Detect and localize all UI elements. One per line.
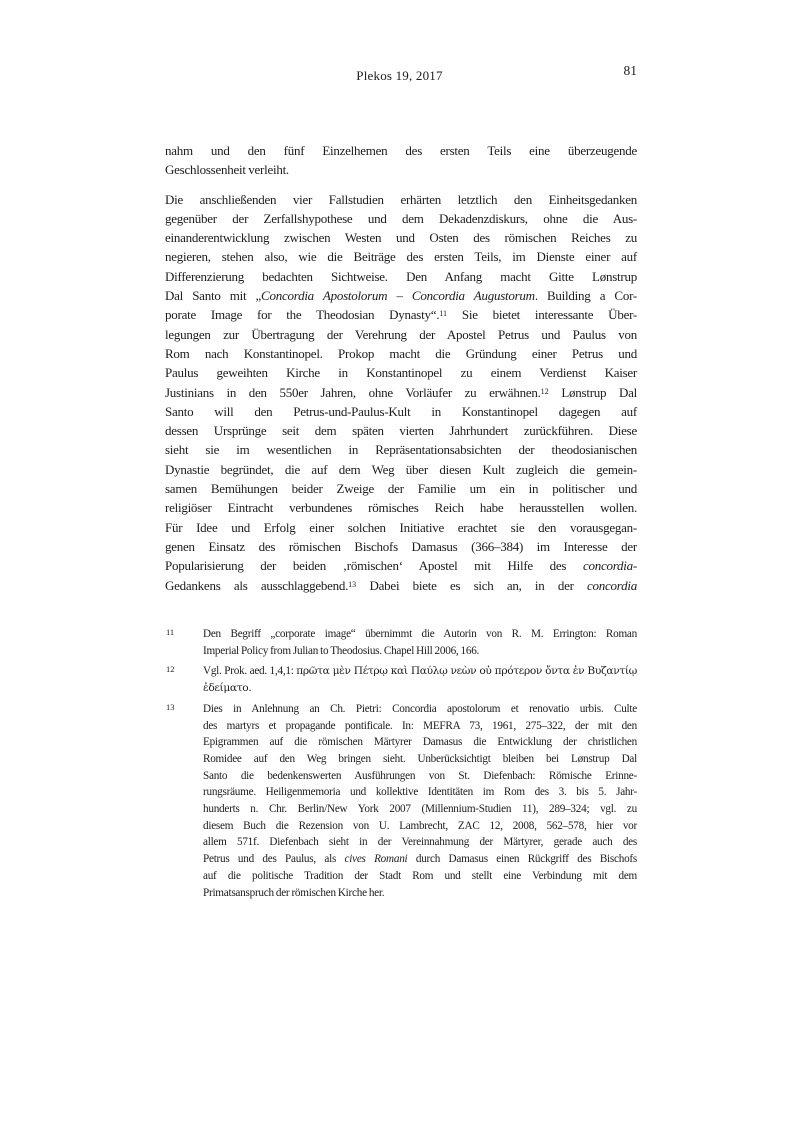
text-line — [203, 663, 637, 680]
text-segment: Justinians in den 550er Jahren, ohne Vorläufer zu erwähnen. — [165, 384, 541, 400]
text-segment: Epigrammen auf die römischen Märtyrer Damasus die Entwicklung der christlichen — [203, 736, 637, 749]
text-line — [165, 402, 637, 421]
text-segment: dessen Ursprünge seit dem späten vierten Jahrhundert zurückführen. Diese — [165, 423, 637, 439]
text-segment: nahm und den fünf Einzelhemen des ersten Teils eine überzeugende — [165, 143, 637, 158]
text-segment: des martyrs et propagande pontificale. In: MEFRA 73, 1961, 275–322, der mit den — [203, 719, 637, 732]
text-line — [203, 834, 637, 851]
text-line — [165, 421, 637, 440]
text-line — [203, 718, 637, 735]
text-segment: allem 571f. Diefenbach sieht in der Vereinnahmung der Märtyrer, gerade auch des — [203, 836, 637, 849]
text-line — [203, 643, 637, 660]
footnote-text — [203, 626, 637, 659]
text-segment: Für Idee und Erfolg einer solchen Initiative erachtet sie den vorausgegan- — [165, 519, 637, 535]
text-segment: Romidee auf den Weg bringen sieht. Unberücksichtigt bleiben bei Lønstrup Dal — [203, 752, 637, 765]
text-segment: sieht sie im wesentlichen in Repräsentationsabsichten der theodosianischen — [165, 442, 637, 458]
text-line — [165, 498, 637, 517]
text-segment: Concordia Apostolorum – Concordia Augustorum — [261, 288, 535, 304]
text-segment: Geschlossenheit verleiht. — [165, 162, 289, 178]
footnote-number: 11 — [166, 627, 175, 637]
text-line — [203, 768, 637, 785]
text-segment: religiöser Eintracht verbundenes römisches Reich habe herausstellen wollen. — [165, 500, 637, 516]
text-segment: Santo will den Petrus-und-Paulus-Kult in Konstantinopel dagegen auf — [165, 403, 637, 419]
text-segment: concordia- — [582, 558, 637, 574]
text-segment: genen Einsatz des römischen Bischofs Damasus (366–384) im Interesse der — [165, 538, 637, 554]
text-line — [165, 141, 637, 160]
text-line — [165, 286, 637, 305]
text-line — [203, 701, 637, 718]
text-segment: Paulus geweihten Kirche in Konstantinopel zu einem Verdienst Kaiser — [165, 365, 637, 381]
text-line — [203, 801, 637, 818]
text-segment: Petrus und des Paulus, als — [203, 853, 345, 866]
text-segment: Den Begriff „corporate image“ übernimmt die Autorin von R. M. Errington: Roman — [203, 628, 637, 640]
text-segment: Imperial Policy from Julian to Theodosius. Chapel Hill 2006, 166. — [203, 644, 480, 657]
paragraph — [165, 141, 637, 180]
text-segment: legungen zur Übertragung der Verehrung der Apostel Petrus und Paulus von — [165, 326, 637, 342]
text-line — [165, 556, 637, 575]
text-line — [165, 576, 637, 595]
text-segment: Sie bietet interessante Über- — [447, 307, 637, 323]
footnote-number: 13 — [166, 701, 175, 712]
text-segment: Dabei biete es sich an, in der — [356, 577, 588, 593]
text-line — [203, 680, 637, 697]
text-line — [165, 325, 637, 344]
text-segment: durch Damasus einen Rückgriff des Bischofs — [407, 853, 637, 866]
text-segment: Differenzierung bedachten Sichtweise. Den Anfang macht Gitte Lønstrup — [165, 268, 637, 284]
text-segment: cives Romani — [344, 853, 408, 866]
text-line — [165, 160, 637, 179]
text-line — [203, 784, 637, 801]
text-segment: Primatsanspruch der römischen Kirche her. — [203, 886, 385, 899]
running-head: Plekos 19, 2017 — [356, 68, 443, 83]
text-line — [165, 344, 637, 363]
text-segment: Lønstrup Dal — [548, 384, 637, 400]
text-segment: Popularisierung der beiden ‚römischen‘ Apostel mit Hilfe des — [165, 558, 583, 574]
text-segment: Santo die bedenkenswerten Ausführungen von St. Diefenbach: Römische Erinne- — [203, 769, 637, 782]
text-line — [165, 363, 637, 382]
text-line — [203, 851, 637, 868]
text-line — [165, 460, 637, 479]
footnote-number: 12 — [166, 664, 175, 675]
text-line — [165, 305, 637, 324]
text-segment: Gedankens als ausschlaggebend. — [165, 577, 349, 593]
text-line — [165, 479, 637, 498]
text-segment: ἐδείματο. — [203, 681, 252, 695]
paragraph — [165, 190, 637, 595]
text-line — [165, 267, 637, 286]
footnote-ref: 12 — [540, 386, 549, 396]
text-segment: Rom nach Konstantinopel. Prokop macht die Gründung einer Petrus und — [165, 345, 637, 361]
footnotes — [165, 626, 637, 905]
body-text — [165, 141, 637, 605]
footnote-ref: 13 — [348, 579, 357, 589]
text-line — [165, 537, 637, 556]
text-segment: auf die politische Tradition der Stadt Rom und stellt eine Verbindung mit dem — [203, 869, 637, 882]
text-segment: diesem Buch die Rezension von U. Lambrecht, ZAC 12, 2008, 562–578, hier vor — [203, 819, 637, 832]
text-line — [203, 734, 637, 751]
text-segment: einanderentwicklung zwischen Westen und Osten des römischen Reiches zu — [165, 230, 637, 246]
text-line — [165, 440, 637, 459]
text-segment: . Building a Cor- — [534, 288, 637, 304]
text-line — [203, 751, 637, 768]
footnote — [165, 701, 637, 901]
text-segment: πρῶτα μὲν Πέτρῳ καὶ Παύλῳ νεὼν οὐ πρότερον ὄντα ἐν Βυζαντίῳ — [296, 664, 637, 678]
text-segment: Vgl. Prok. aed. 1,4,1: — [203, 665, 297, 678]
text-segment: negieren, stehen also, wie die Beiträge des ersten Teils, im Dienste einer auf — [165, 249, 637, 265]
footnote — [165, 663, 637, 696]
text-segment: hunderts n. Chr. Berlin/New York 2007 (Millennium-Studien 11), 289–324; vgl. zu — [203, 803, 637, 816]
text-line — [203, 868, 637, 885]
text-segment: samen Bemühungen beider Zweige der Familie um ein in politischer und — [165, 481, 637, 497]
text-line — [165, 209, 637, 228]
text-line — [165, 247, 637, 266]
text-segment: concordia — [587, 577, 637, 593]
text-line — [203, 818, 637, 835]
footnote — [165, 626, 637, 659]
page-number: 81 — [623, 63, 637, 78]
text-line — [203, 626, 637, 643]
text-segment: Dal Santo mit „ — [165, 288, 262, 304]
text-segment: gegenüber der Zerfallshypothese und dem Dekadenzdiskurs, ohne die Aus- — [165, 210, 637, 226]
text-segment: porate Image for the Theodosian Dynasty“. — [165, 307, 440, 323]
footnote-ref: 11 — [439, 309, 447, 319]
text-line — [165, 228, 637, 247]
text-line — [165, 190, 637, 209]
footnote-text — [203, 701, 637, 901]
text-line — [165, 518, 637, 537]
footnote-text — [203, 663, 637, 696]
text-segment: Dynastie begründet, die auf dem Weg über diesen Kult zugleich die gemein- — [165, 461, 637, 477]
text-segment: rungsräume. Heiligenmemoria und kollektive Identitäten im Rom des 3. bis 5. Jahr- — [203, 786, 637, 799]
text-line — [165, 383, 637, 402]
text-segment: Die anschließenden vier Fallstudien erhärten letztlich den Einheitsgedanken — [165, 191, 637, 207]
text-line — [203, 885, 637, 902]
text-segment: Dies in Anlehnung an Ch. Pietri: Concordia apostolorum et renovatio urbis. Culte — [203, 702, 637, 715]
